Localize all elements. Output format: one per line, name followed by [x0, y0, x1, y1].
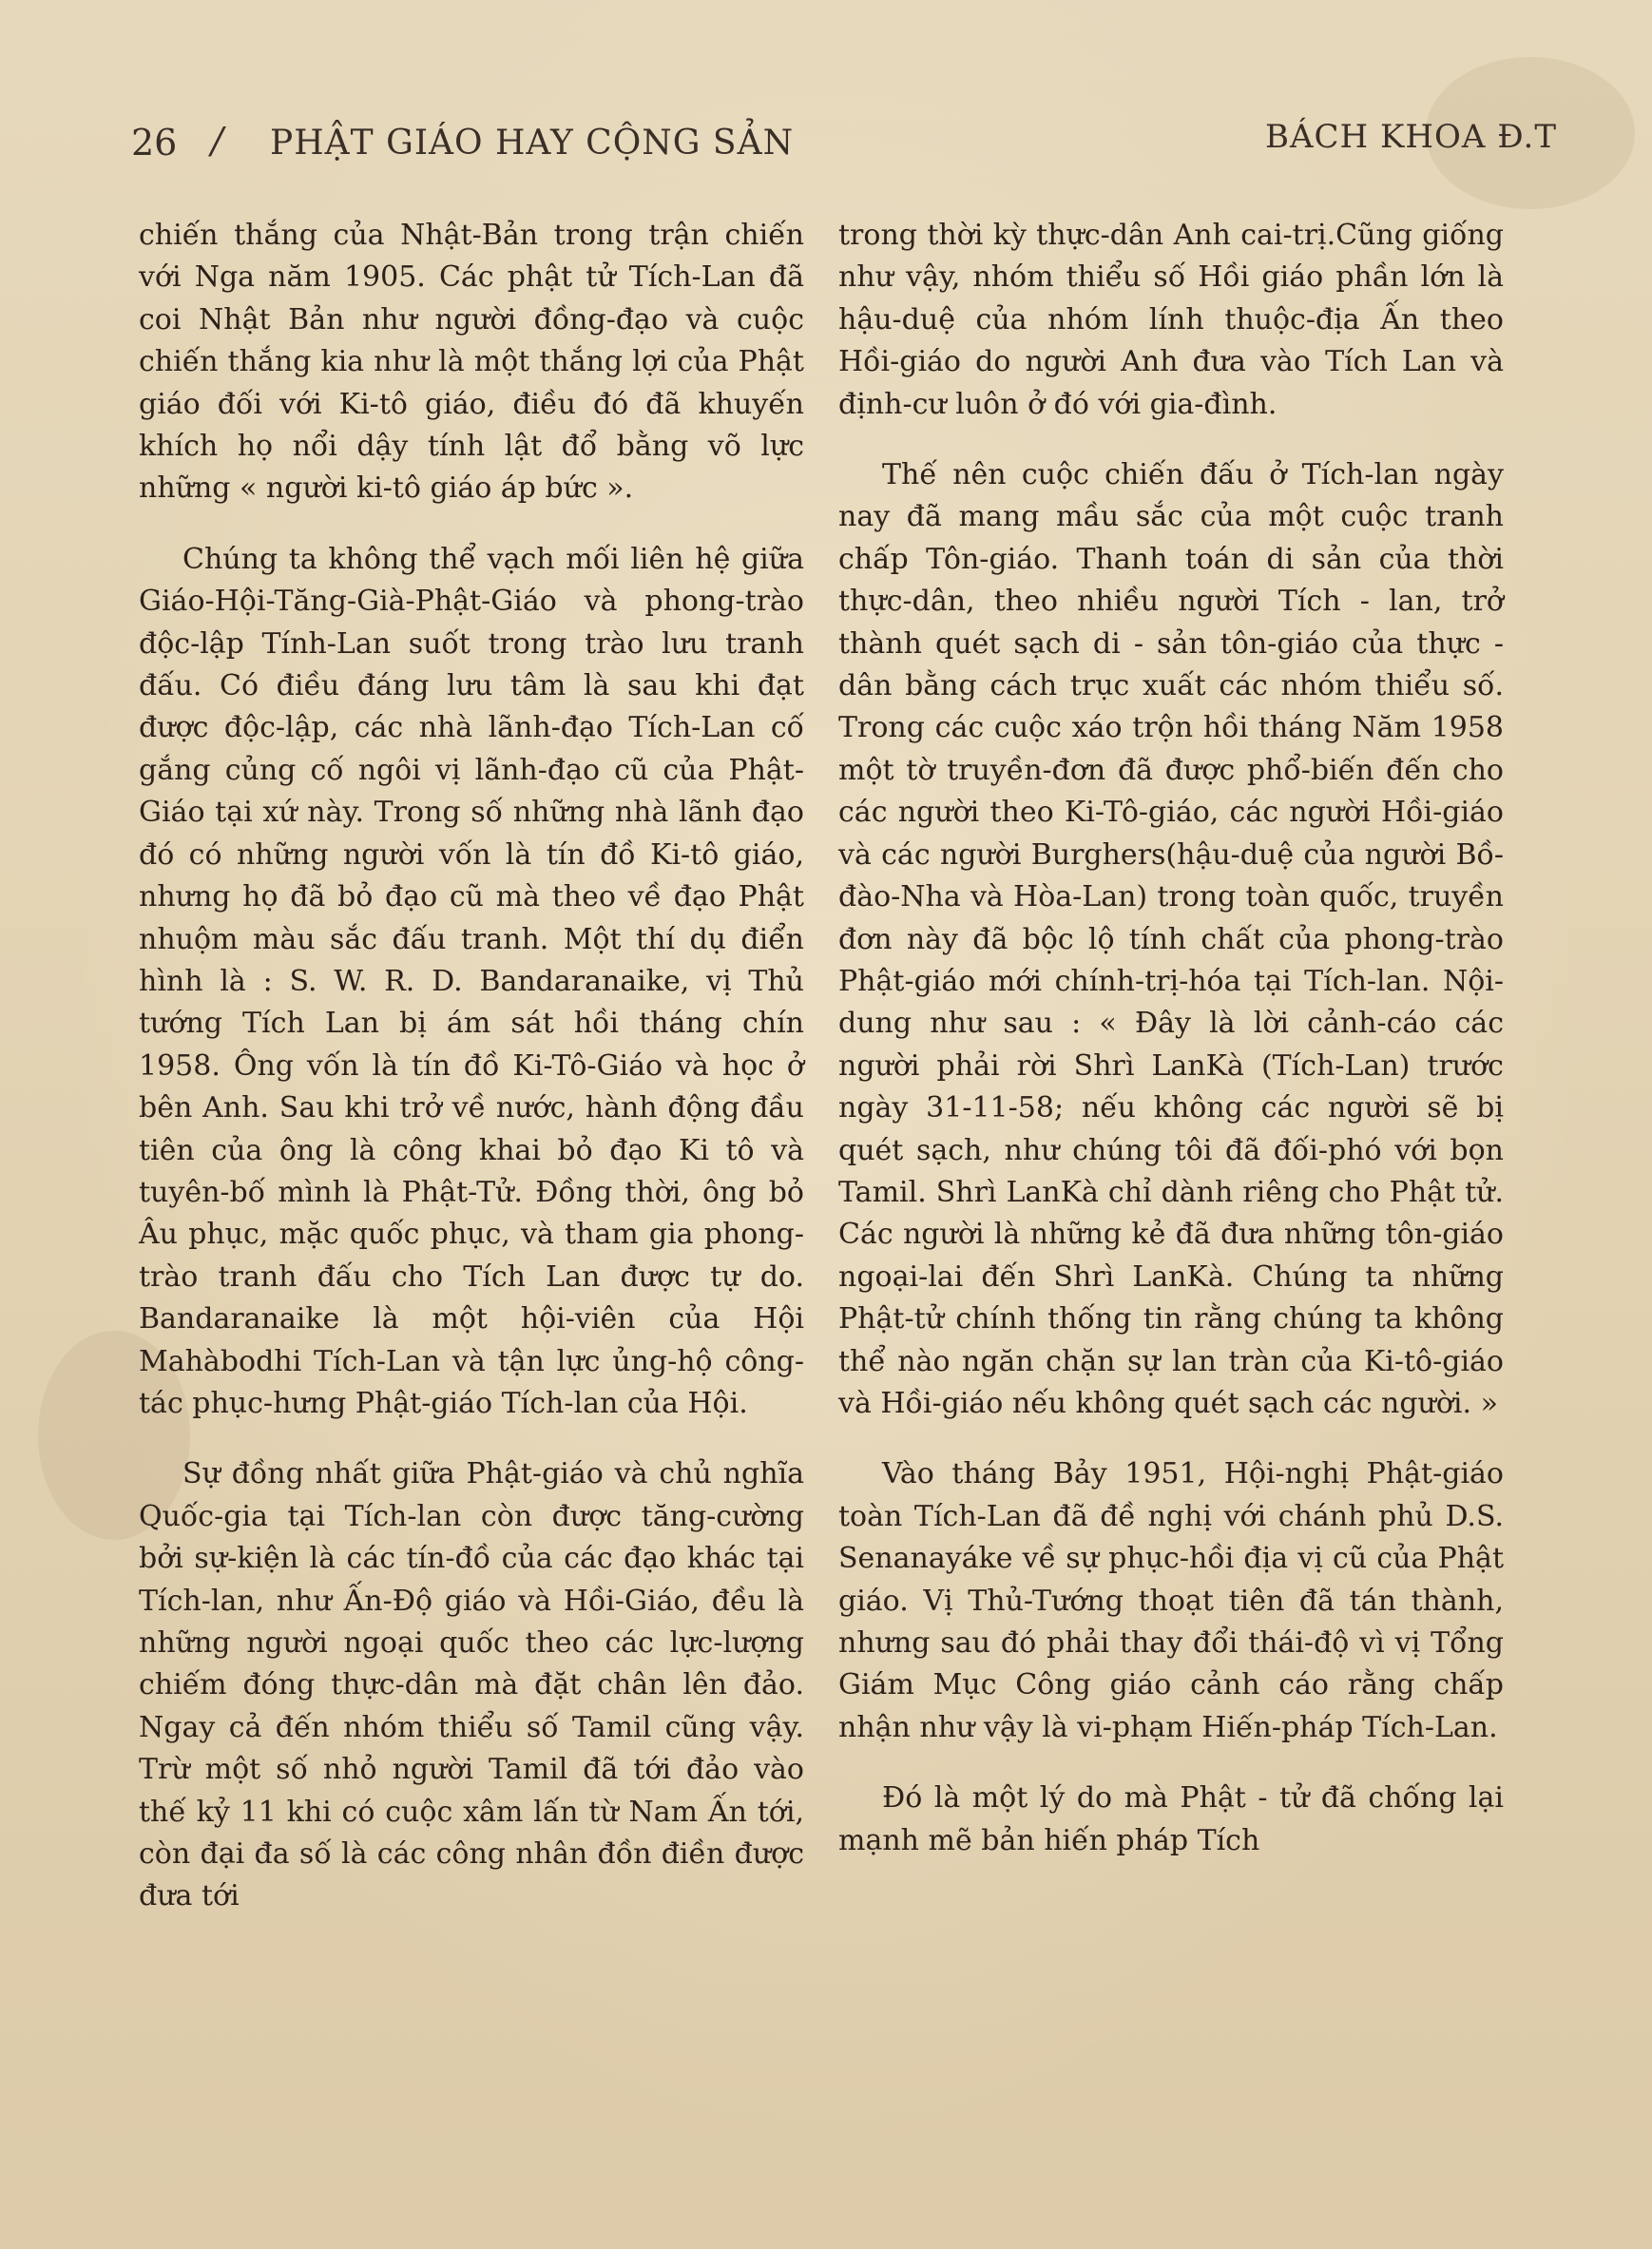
paragraph: chiến thắng của Nhật-Bản trong trận chiến với Nga năm 1905. Các phật tử Tích-Lan đã coi Nhật Bản như người đồng-đạo và cuộc chiến thắng kia như là một thắng lợi của Phật giáo đối với Ki-tô giáo, điều đó đã khuyến khích họ nổi dậy tính lật đổ bằng võ lực những « người ki-tô giáo áp bức ».: [139, 219, 804, 506]
left-column: [139, 215, 804, 1918]
paragraph: Chúng ta không thể vạch mối liên hệ giữa Giáo-Hội-Tăng-Già-Phật-Giáo và phong-trào độc-lập Tính-Lan suốt trong trào lưu tranh đấu. Có điều đáng lưu tâm là sau khi đạt được độc-lập, các nhà lãnh-đạo Tích-Lan cố gắng củng cố ngôi vị lãnh-đạo cũ của Phật-Giáo tại xứ này. Trong số những nhà lãnh đạo đó có những người vốn là tín đồ Ki-tô giáo, nhưng họ đã bỏ đạo cũ mà theo về đạo Phật nhuộm màu sắc đấu tranh. Một thí dụ điển hình là : S. W. R. D. Bandaranaike, vị Thủ tướng Tích Lan bị ám sát hồi tháng chín 1958. Ông vốn là tín đồ Ki-Tô-Giáo và học ở bên Anh. Sau khi trở về nước, hành động đầu tiên của ông là công khai bỏ đạo Ki tô và tuyên-bố mình là Phật-Tử. Đồng thời, ông bỏ Âu phục, mặc quốc phục, và tham gia phong-trào tranh đấu cho Tích Lan được tự do. Bandaranaike là một hội-viên của Hội Mahàbodhi Tích-Lan và tận lực ủng-hộ công-tác phục-hưng Phật-giáo Tích-lan của Hội.: [139, 542, 804, 1420]
header-separator: /: [211, 120, 223, 162]
paragraph: trong thời kỳ thực-dân Anh cai-trị.Cũng giống như vậy, nhóm thiểu số Hồi giáo phần lớn là hậu-duệ của nhóm lính thuộc-địa Ấn theo Hồi-giáo do người Anh đưa vào Tích Lan và định-cư luôn ở đó với gia-đình.: [838, 219, 1504, 421]
running-title: PHẬT GIÁO HAY CỘNG SẢN: [270, 124, 795, 163]
paragraph: Đó là một lý do mà Phật - tử đã chống lại mạnh mẽ bản hiến pháp Tích: [838, 1781, 1504, 1857]
page-number: 26: [131, 122, 178, 163]
right-column: [838, 215, 1504, 1862]
page-header: [131, 112, 1557, 169]
paragraph: Thế nên cuộc chiến đấu ở Tích-lan ngày nay đã mang mầu sắc của một cuộc tranh chấp Tôn-giáo. Thanh toán di sản của thời thực-dân, theo nhiều người Tích - lan, trở thành quét sạch di - sản tôn-giáo của thực - dân bằng cách trục xuất các nhóm thiểu số. Trong các cuộc xáo trộn hồi tháng Năm 1958 một tờ truyền-đơn đã được phổ-biến đến cho các người theo Ki-Tô-giáo, các người Hồi-giáo và các người Burghers(hậu-duệ của người Bồ-đào-Nha và Hòa-Lan) trong toàn quốc, truyền đơn này đã bộc lộ tính chất của phong-trào Phật-giáo mới chính-trị-hóa tại Tích-lan. Nội-dung như sau : « Đây là lời cảnh-cáo các người phải rời Shrì LanKà (Tích-Lan) trước ngày 31-11-58; nếu không các người sẽ bị quét sạch, như chúng tôi đã đối-phó với bọn Tamil. Shrì LanKà chỉ dành riêng cho Phật tử. Các người là những kẻ đã đưa những tôn-giáo ngoại-lai đến Shrì LanKà. Chúng ta những Phật-tử chính thống tin rằng chúng ta không thể nào ngăn chặn sự lan tràn của Ki-tô-giáo và Hồi-giáo nếu không quét sạch các người. »: [838, 458, 1504, 1420]
journal-title: BÁCH KHOA Đ.T: [1264, 118, 1557, 156]
paragraph: Vào tháng Bảy 1951, Hội-nghị Phật-giáo toàn Tích-Lan đã đề nghị với chánh phủ D.S. Senanayáke về sự phục-hồi địa vị cũ của Phật giáo. Vị Thủ-Tướng thoạt tiên đã tán thành, nhưng sau đó phải thay đổi thái-độ vì vị Tổng Giám Mục Công giáo cảnh cáo rằng chấp nhận như vậy là vi-phạm Hiến-pháp Tích-Lan.: [838, 1457, 1504, 1744]
paragraph: Sự đồng nhất giữa Phật-giáo và chủ nghĩa Quốc-gia tại Tích-lan còn được tăng-cường bởi sự-kiện là các tín-đồ của các đạo khác tại Tích-lan, như Ấn-Độ giáo và Hồi-Giáo, đều là những người ngoại quốc theo các lực-lượng chiếm đóng thực-dân mà đặt chân lên đảo. Ngay cả đến nhóm thiểu số Tamil cũng vậy. Trừ một số nhỏ người Tamil đã tới đảo vào thế kỷ 11 khi có cuộc xâm lấn từ Nam Ấn tới, còn đại đa số là các công nhân đồn điền được đưa tới: [139, 1457, 804, 1913]
